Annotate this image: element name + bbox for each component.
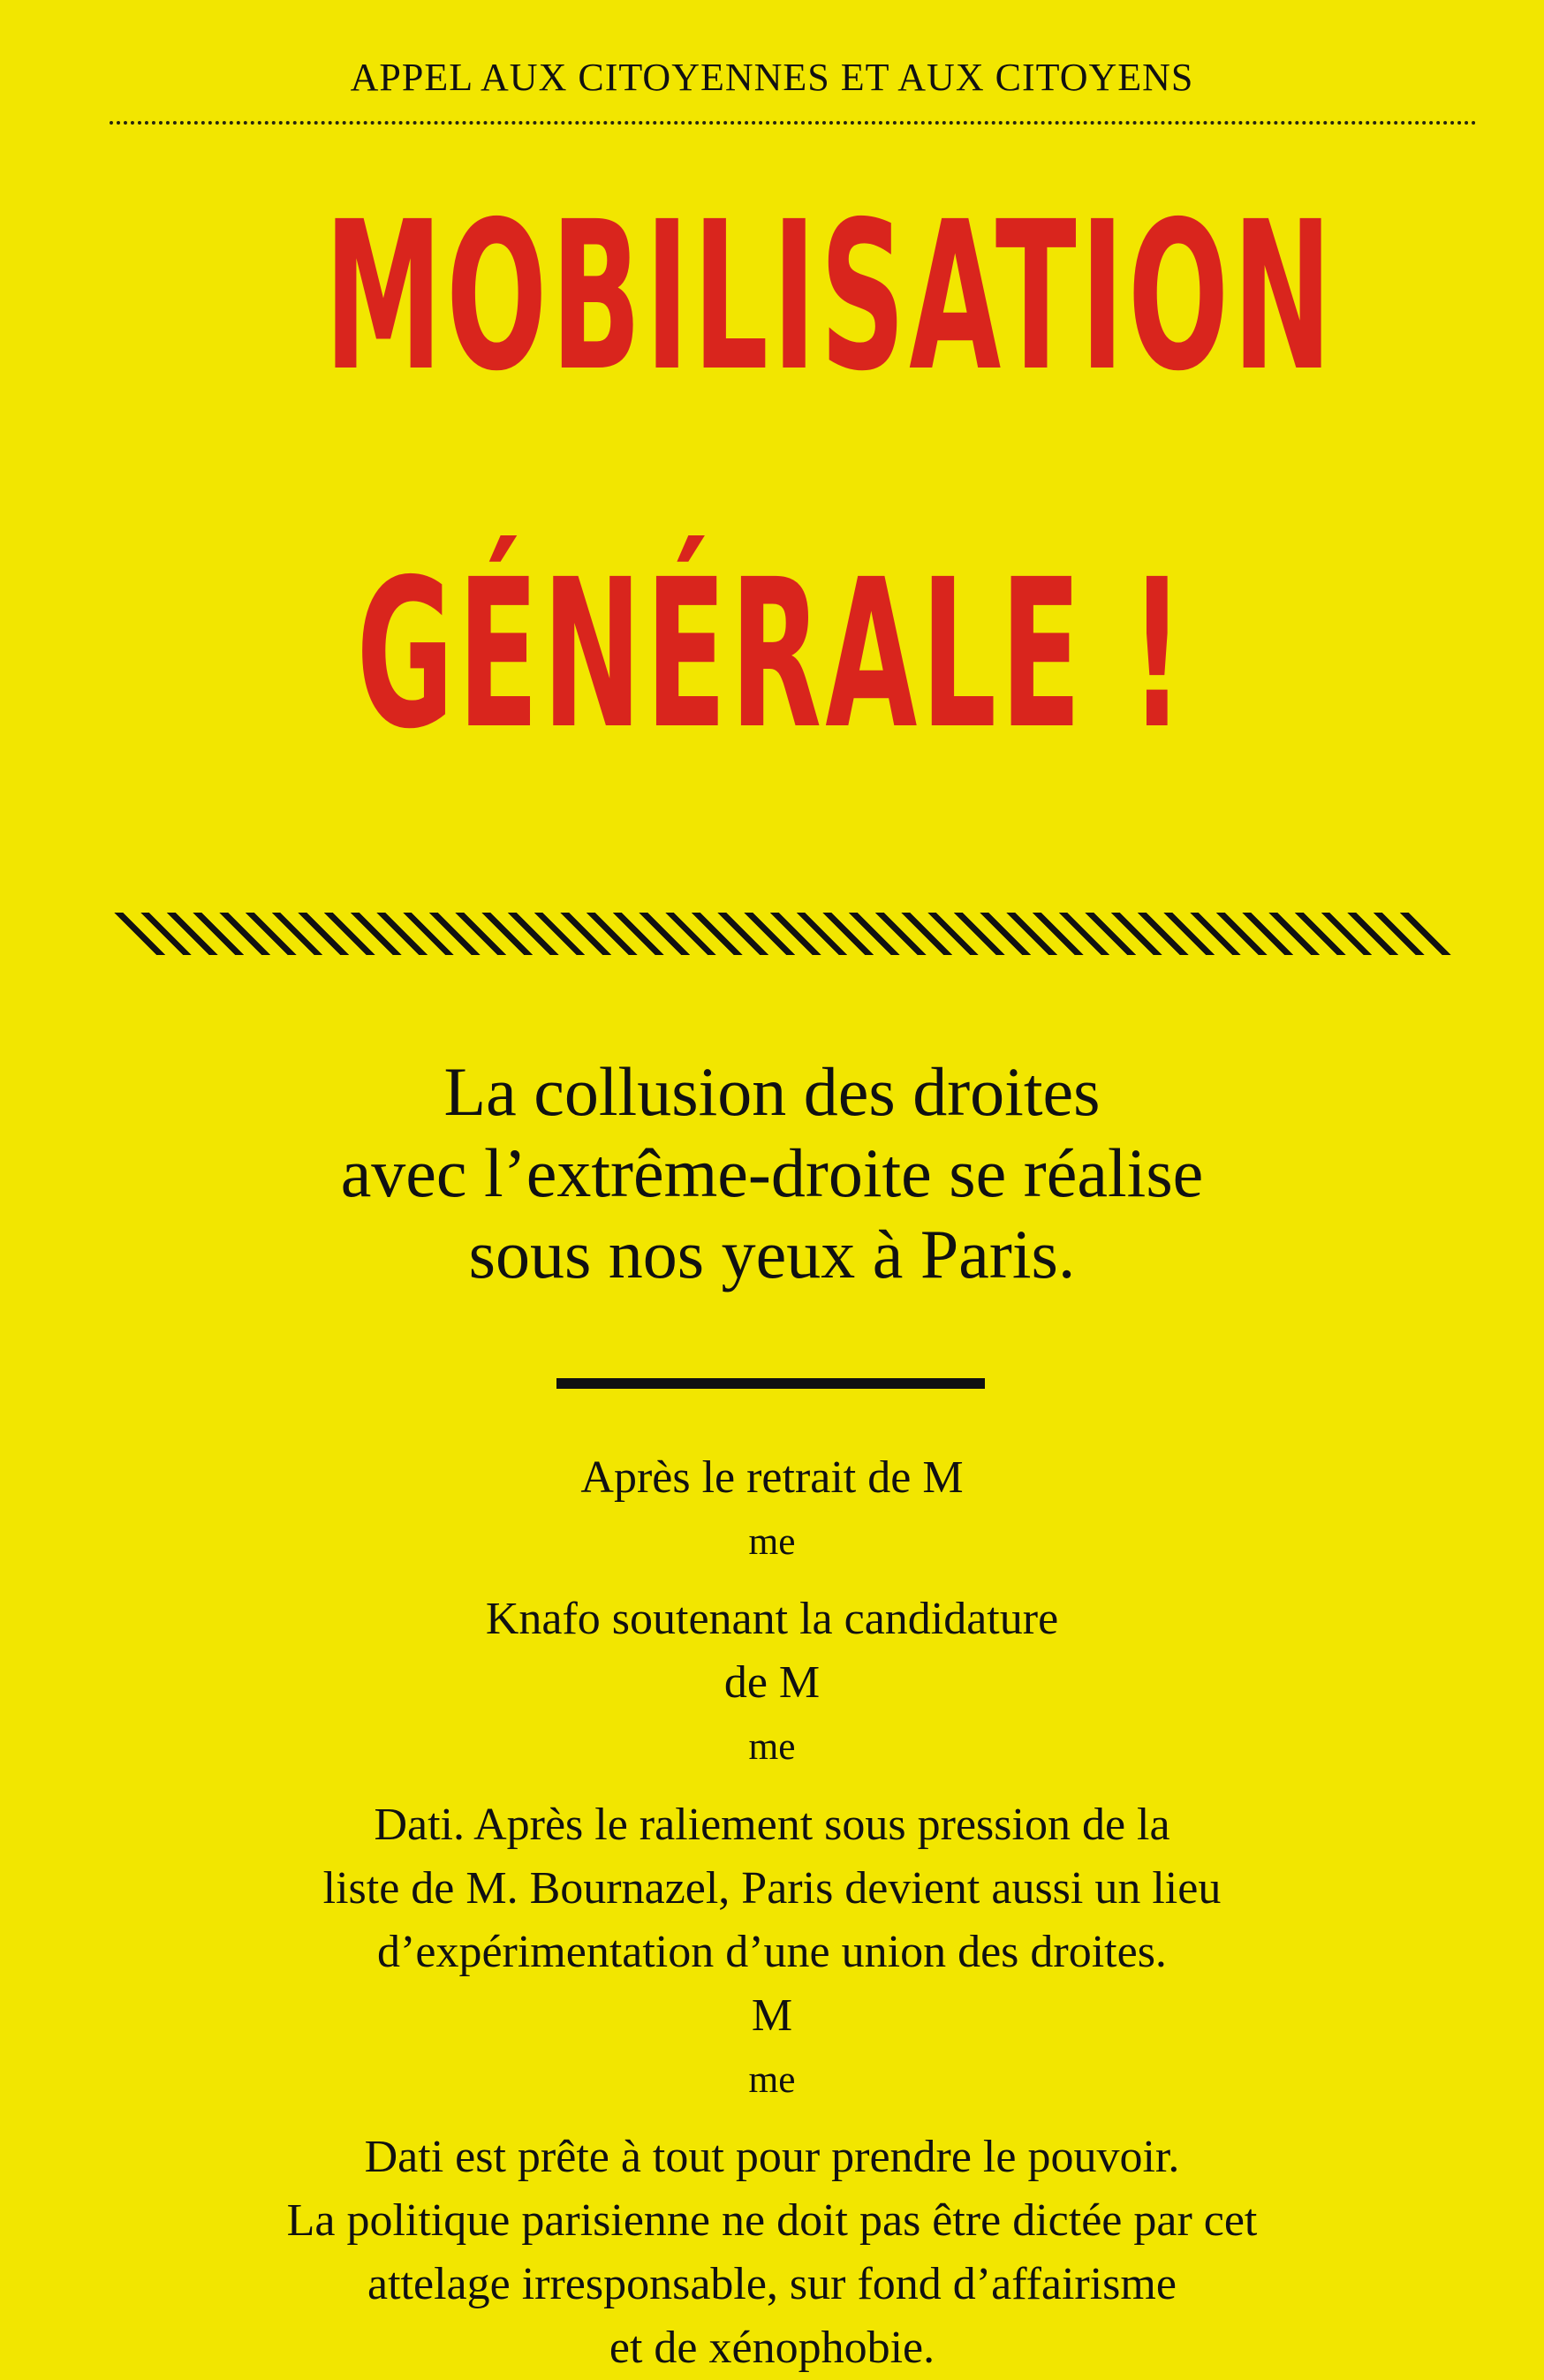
dotted-divider bbox=[110, 121, 1477, 125]
body-line-4: d’expérimentation d’une union des droites. bbox=[377, 1926, 1167, 1977]
body-line-7: attelage irresponsable, sur fond d’affairisme bbox=[367, 2258, 1177, 2309]
black-rule bbox=[556, 1378, 985, 1389]
body-line-2: de M $^{me}$ Dati. Après le raliement sous pression de la bbox=[374, 1657, 1170, 1850]
body-line-1: Après le retrait de M $^{me}$ Knafo soutenant la candidature bbox=[485, 1452, 1059, 1645]
body-line-3: liste de M. Bournazel, Paris devient aussi un lieu bbox=[322, 1862, 1222, 1914]
headline-line-2: GÉNÉRALE ! bbox=[356, 535, 1188, 774]
body-line-6: La politique parisienne ne doit pas être dictée par cet bbox=[286, 2194, 1258, 2246]
subheading bbox=[141, 1051, 1403, 1295]
top-kicker: APPEL AUX CITOYENNES ET AUX CITOYENS bbox=[350, 56, 1194, 99]
headline-line-1: MOBILISATION bbox=[324, 178, 1336, 416]
subheading-line-2: avec l’extrême-droite se réalise bbox=[340, 1134, 1204, 1211]
hatched-divider bbox=[104, 913, 1461, 955]
body-paragraph bbox=[185, 1446, 1359, 2380]
subheading-line-3: sous nos yeux à Paris. bbox=[468, 1216, 1076, 1292]
body-line-8: et de xénophobie. bbox=[609, 2322, 935, 2373]
subheading-line-1: La collusion des droites bbox=[443, 1053, 1101, 1130]
body-line-5: M $^{me}$ Dati est prête à tout pour prendre le pouvoir. bbox=[364, 1990, 1180, 2182]
